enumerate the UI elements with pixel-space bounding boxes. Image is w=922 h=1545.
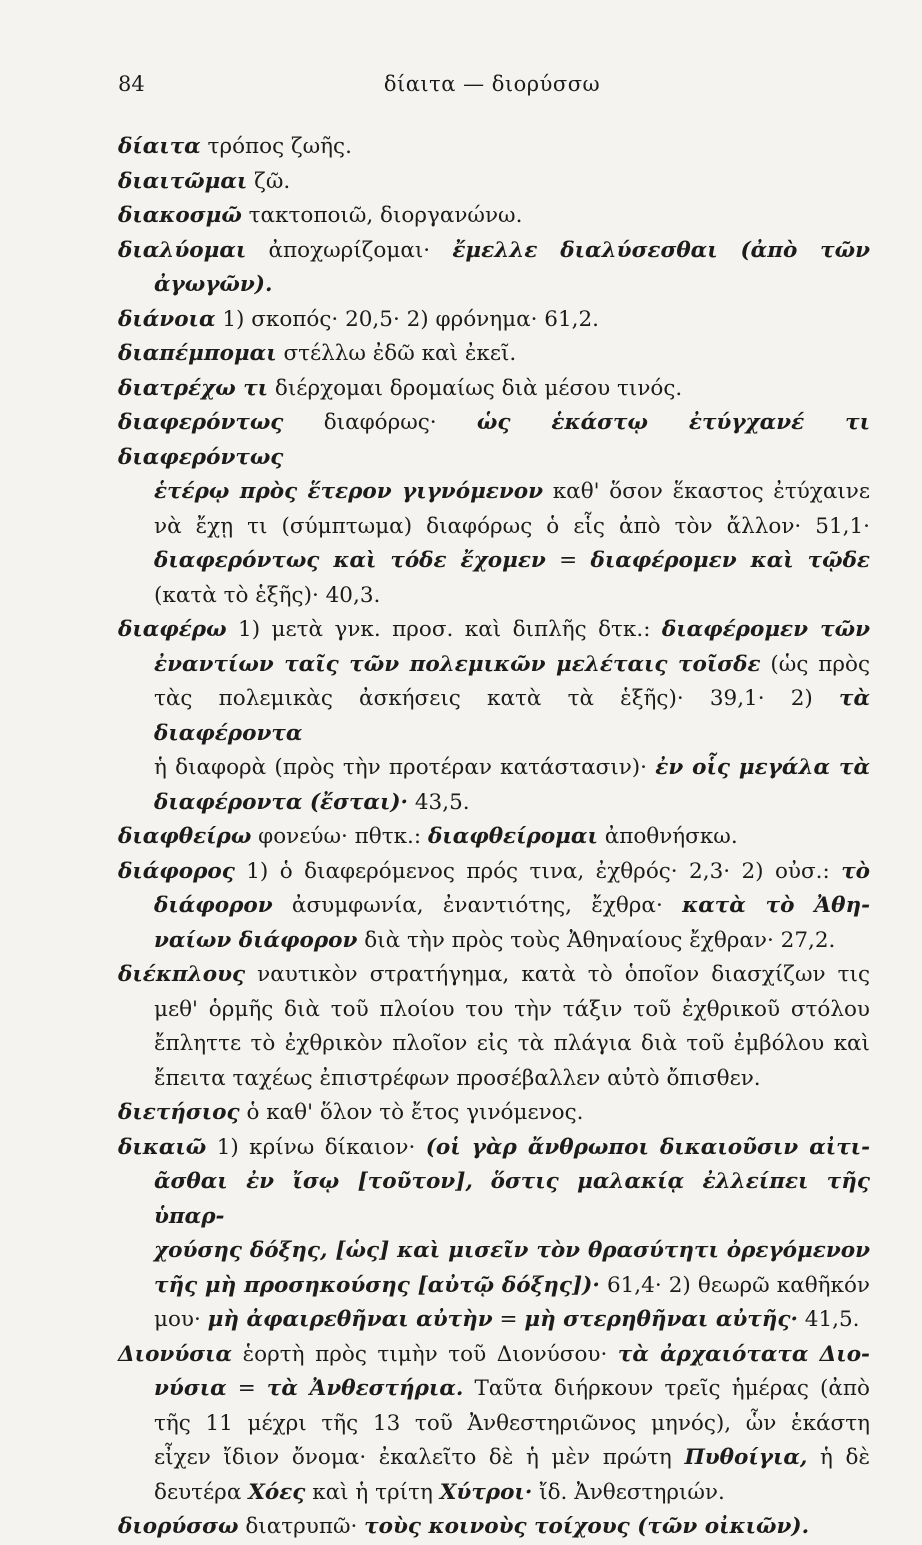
glossary-entry xyxy=(118,234,870,303)
entry-continuation-line xyxy=(118,889,870,924)
headword: διάνοια xyxy=(118,306,216,332)
glossary-entry xyxy=(118,820,870,855)
bold-italic-text: ἔμελλε διαλύσεσθαι (ἀπὸ τῶν xyxy=(452,237,871,263)
entry-continuation-line xyxy=(118,1407,870,1442)
definition-text: διαφόρως· xyxy=(283,410,477,435)
bold-italic-text: χούσης δόξης, [ὡς] καὶ μισεῖν τὸν θρασύτητι ὀρεγόμενον xyxy=(154,1238,870,1263)
bold-italic-text: τῆς μὴ προσηκούσης [αὐτῷ δόξης])· xyxy=(154,1272,600,1298)
definition-text: τακτοποιῶ, διοργανώνω. xyxy=(241,203,523,228)
definition-text: 43,5. xyxy=(408,789,470,815)
bold-italic-text: νύσια xyxy=(154,1376,227,1401)
headword: διαλύομαι xyxy=(118,237,247,263)
definition-text: = xyxy=(226,1376,267,1401)
entry-first-line xyxy=(118,372,870,407)
definition-text: τὰς πολεμικὰς ἀσκήσεις κατὰ τὰ ἑξῆς)· 39,1· 2) xyxy=(154,686,839,711)
entry-first-line xyxy=(118,130,870,165)
definition-text: μου· xyxy=(154,1307,208,1332)
glossary-entry xyxy=(118,855,870,959)
page-header xyxy=(118,72,866,104)
definition-text: Ταῦτα διήρκουν τρεῖς ἡμέρας (ἀπὸ xyxy=(463,1376,870,1401)
bold-italic-text: ἐν οἷς μεγάλα τὰ xyxy=(655,755,870,780)
definition-text: ἔπειτα ταχέως ἐπιστρέφων προσέβαλλεν αὐτὸ ὄπισθεν. xyxy=(154,1065,761,1091)
entry-continuation-line xyxy=(118,510,870,545)
bold-italic-text: ὅστις μαλακίᾳ ἐλλείπει τῆς ὑπαρ- xyxy=(154,1169,870,1229)
entry-continuation-line xyxy=(118,1062,870,1097)
definition-text: δευτέρα xyxy=(154,1479,249,1505)
glossary-entry xyxy=(118,958,870,1096)
glossary-entry xyxy=(118,303,870,338)
definition-text: μεθ' ὁρμῆς διὰ τοῦ πλοίου του τὴν τάξιν τοῦ ἐχθρικοῦ στόλου xyxy=(154,996,870,1022)
definition-text: διέρχομαι δρομαίως διὰ μέσου τινός. xyxy=(268,375,683,401)
definition-text: εἶχεν ἴδιον ὄνομα· ἐκαλεῖτο δὲ ἡ μὲν πρώτη xyxy=(154,1445,685,1470)
bold-italic-text: ᾶσθαι ἐν ἴσῳ [τοῦτον], xyxy=(154,1169,473,1194)
headword: Διονύσια xyxy=(118,1341,233,1367)
definition-text: 41,5. xyxy=(797,1307,860,1332)
definition-text: ἡ δὲ xyxy=(807,1445,870,1470)
page-number: 84 xyxy=(118,72,145,96)
entry-continuation-line xyxy=(118,1234,870,1269)
definition-text: ναυτικὸν στρατήγημα, κατὰ τὸ ὁποῖον διασχίζων τις xyxy=(245,962,870,987)
entry-continuation-line xyxy=(118,1476,870,1511)
entry-continuation-line xyxy=(118,751,870,786)
bold-italic-text: ἑτέρῳ πρὸς ἕτερον γιγνόμενον xyxy=(154,479,544,504)
definition-text: ἀποχωρίζομαι· xyxy=(246,237,453,263)
definition-text: ζῶ. xyxy=(247,168,291,194)
entry-first-line xyxy=(118,820,870,855)
bold-italic-text: μὴ ἀφαιρεθῆναι αὐτὴν xyxy=(207,1307,493,1332)
entry-first-line xyxy=(118,958,870,993)
definition-text: τρόπος ζωῆς. xyxy=(200,134,352,159)
definition-text: 1) σκοπός· 20,5· 2) φρόνημα· 61,2. xyxy=(215,306,599,332)
entry-continuation-line xyxy=(118,1441,870,1476)
definition-text: στέλλω ἐδῶ καὶ ἐκεῖ. xyxy=(276,341,517,366)
bold-italic-text: διαφέρομεν καὶ τῷδε xyxy=(590,548,870,573)
entry-continuation-line xyxy=(118,1269,870,1304)
entry-first-line xyxy=(118,337,870,372)
bold-italic-text: ἀγωγῶν). xyxy=(154,272,273,297)
bold-italic-text: τὸ xyxy=(841,858,870,884)
definition-text: ἑορτὴ πρὸς τιμὴν τοῦ Διονύσου· xyxy=(232,1341,618,1367)
headword: διατρέχω τι xyxy=(118,375,269,401)
glossary-entry xyxy=(118,613,870,820)
glossary-entry xyxy=(118,337,870,372)
headword: διορύσσω xyxy=(118,1514,239,1539)
definition-text: καὶ ἡ τρίτη xyxy=(305,1479,440,1505)
running-head: δίαιτα — διορύσσω xyxy=(383,72,601,96)
entry-first-line xyxy=(118,1096,870,1131)
bold-italic-text: ναίων διάφορον xyxy=(154,927,358,953)
glossary-entry xyxy=(118,372,870,407)
bold-italic-text: (οἱ γὰρ ἄνθρωποι δικαιοῦσιν αἰτι- xyxy=(425,1134,870,1160)
entry-continuation-line xyxy=(118,1027,870,1062)
glossary-entry xyxy=(118,1131,870,1338)
glossary-entry xyxy=(118,1338,870,1511)
bold-italic-text: διαφερόντως καὶ τόδε ἔχομεν xyxy=(154,548,546,573)
definition-text: ἡ διαφορὰ (πρὸς τὴν προτέραν κατάστασιν)· xyxy=(154,755,656,780)
definition-text: ἀσυμφωνία, ἐναντιότης, ἔχθρα· xyxy=(272,893,683,918)
definition-text: φονεύω· πθτκ.: xyxy=(251,824,428,849)
headword: διάφορος xyxy=(118,858,235,884)
definition-text: = xyxy=(545,548,591,573)
glossary-entries xyxy=(118,130,870,1545)
definition-text: διὰ τὴν πρὸς τοὺς Ἀθηναίους ἔχθραν· 27,2. xyxy=(357,927,836,953)
definition-text: καθ' ὅσον ἕκαστος ἐτύχαινε xyxy=(543,479,870,504)
entry-continuation-line xyxy=(118,786,870,821)
definition-text: ἀποθνήσκω. xyxy=(597,824,738,849)
glossary-entry xyxy=(118,165,870,200)
glossary-entry xyxy=(118,406,870,613)
entry-first-line xyxy=(118,855,870,890)
definition-text: (κατὰ τὸ ἑξῆς)· 40,3. xyxy=(154,582,381,608)
headword: διαιτῶμαι xyxy=(118,168,248,194)
entry-first-line xyxy=(118,165,870,200)
entry-continuation-line xyxy=(118,1165,870,1234)
bold-italic-text: διαφθείρομαι xyxy=(427,824,598,849)
bold-italic-text: Πυθοίγια, xyxy=(684,1445,808,1470)
entry-continuation-line xyxy=(118,1303,870,1338)
entry-first-line xyxy=(118,1131,870,1166)
entry-continuation-line xyxy=(118,268,870,303)
glossary-entry xyxy=(118,199,870,234)
entry-first-line xyxy=(118,199,870,234)
headword: διέκπλους xyxy=(118,962,246,987)
definition-text: ὁ καθ' ὅλον τὸ ἔτος γινόμενος. xyxy=(239,1100,584,1125)
definition-text: 1) κρίνω δίκαιον· xyxy=(206,1134,426,1160)
bold-italic-text: διάφορον xyxy=(154,893,273,918)
entry-continuation-line xyxy=(118,648,870,683)
definition-text: τῆς 11 μέχρι τῆς 13 τοῦ Ἀνθεστηριῶνος μηνός), ὧν ἑκάστη xyxy=(154,1410,870,1436)
bold-italic-text: μὴ στερηθῆναι αὐτῆς· xyxy=(524,1307,798,1332)
headword: δίαιτα xyxy=(118,134,201,159)
entry-first-line xyxy=(118,303,870,338)
entry-first-line xyxy=(118,613,870,648)
bold-italic-text: τοὺς κοινοὺς τοίχους (τῶν οἰκιῶν). xyxy=(364,1514,810,1539)
definition-text: διατρυπῶ· xyxy=(238,1514,365,1539)
entry-continuation-line xyxy=(118,475,870,510)
definition-text: νὰ ἔχῃ τι (σύμπτωμα) διαφόρως ὁ εἷς ἀπὸ τὸν ἄλλον· 51,1· xyxy=(154,513,870,539)
definition-text: = xyxy=(492,1307,525,1332)
bold-italic-text: διαφέρομεν τῶν xyxy=(661,617,870,642)
headword: διαφερόντως xyxy=(118,410,284,435)
definition-text: ἔπληττε τὸ ἐχθρικὸν πλοῖον εἰς τὰ πλάγια διὰ τοῦ ἐμβόλου καὶ xyxy=(154,1031,870,1056)
entry-first-line xyxy=(118,234,870,269)
entry-first-line xyxy=(118,406,870,475)
bold-italic-text: τὰ Ἀνθεστήρια. xyxy=(266,1376,464,1401)
entry-continuation-line xyxy=(118,1372,870,1407)
bold-italic-text: τὰ διαφέροντα xyxy=(154,686,870,746)
headword: διετήσιος xyxy=(118,1100,240,1125)
headword: διαπέμπομαι xyxy=(118,341,277,366)
entry-continuation-line xyxy=(118,993,870,1028)
entry-continuation-line xyxy=(118,579,870,614)
definition-text: ἴδ. Ἀνθεστηριών. xyxy=(532,1479,725,1505)
entry-continuation-line xyxy=(118,682,870,751)
bold-italic-text: Χόες xyxy=(248,1479,306,1505)
headword: διαφθείρω xyxy=(118,824,252,849)
entry-continuation-line xyxy=(118,544,870,579)
bold-italic-text: ὡς ἑκάστῳ ἐτύγχανέ τι διαφερόντως xyxy=(118,410,870,470)
entry-continuation-line xyxy=(118,924,870,959)
definition-text xyxy=(473,1169,491,1194)
bold-italic-text: ἐναντίων ταῖς τῶν πολεμικῶν μελέταις τοῖσδε xyxy=(154,651,761,677)
bold-italic-text: τὰ ἀρχαιότατα Διο- xyxy=(617,1341,870,1367)
bold-italic-text: κατὰ τὸ Ἀθη- xyxy=(682,893,870,918)
entry-first-line xyxy=(118,1338,870,1373)
bold-italic-text: Χύτροι· xyxy=(439,1479,533,1505)
headword: διαφέρω xyxy=(118,617,227,642)
bold-italic-text: διαφέροντα (ἔσται)· xyxy=(154,789,409,815)
headword: διακοσμῶ xyxy=(118,203,242,228)
entry-first-line xyxy=(118,1510,870,1545)
definition-text: 1) μετὰ γνκ. προσ. καὶ διπλῆς δτκ.: xyxy=(226,617,662,642)
definition-text: 1) ὁ διαφερόμενος πρός τινα, ἐχθρός· 2,3· 2) οὐσ.: xyxy=(234,858,842,884)
glossary-entry xyxy=(118,1510,870,1545)
definition-text: (ὡς πρὸς xyxy=(760,651,870,677)
glossary-entry xyxy=(118,130,870,165)
headword: δικαιῶ xyxy=(118,1134,207,1160)
glossary-entry xyxy=(118,1096,870,1131)
definition-text: 61,4· 2) θεωρῶ καθῆκόν xyxy=(599,1272,870,1298)
